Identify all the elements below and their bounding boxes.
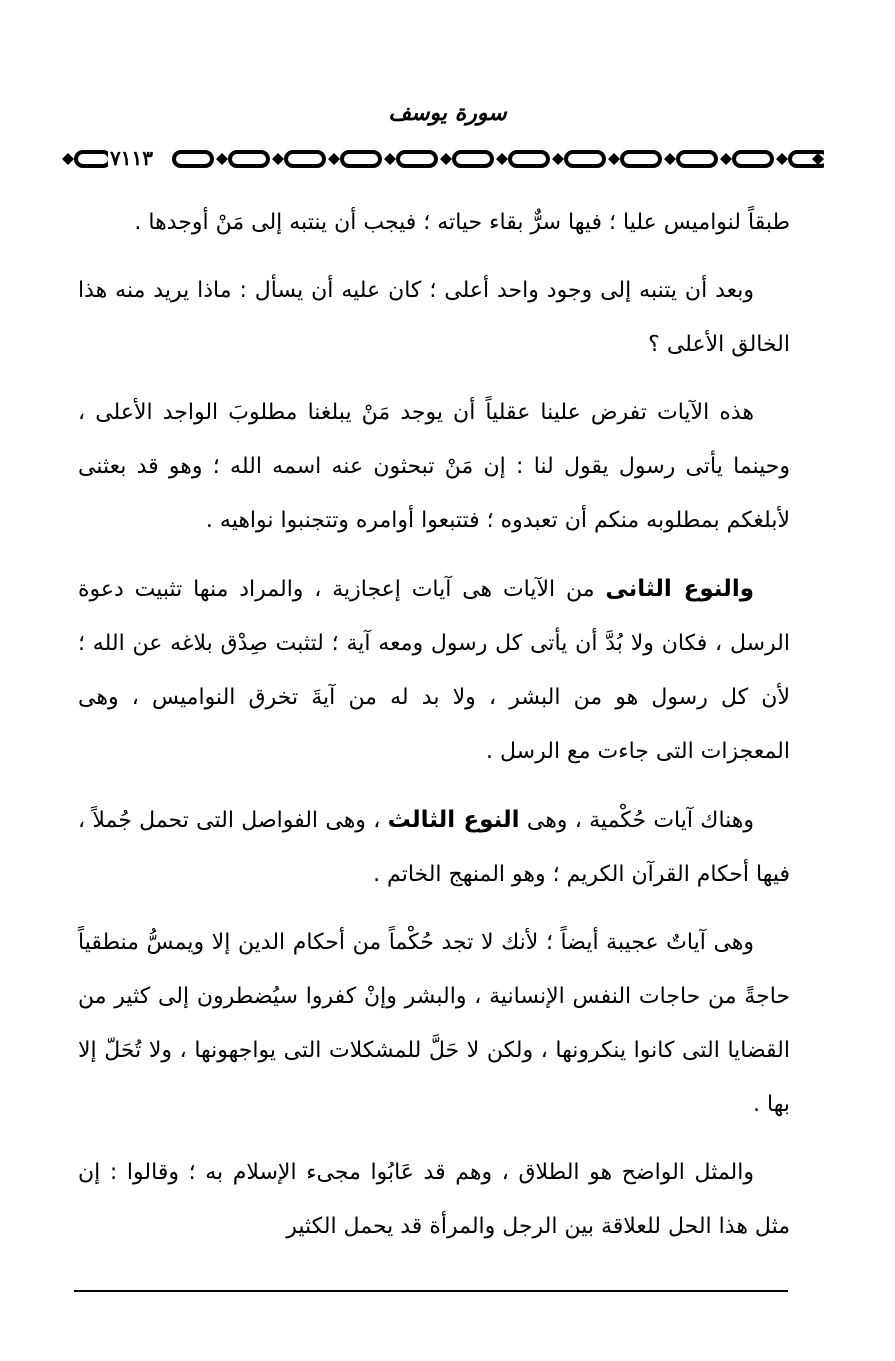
paragraph: [78, 562, 790, 779]
ornament-band: [62, 146, 824, 172]
ornament-link: [398, 152, 436, 166]
ornament-link: [510, 152, 548, 166]
body-text: [78, 196, 790, 1268]
paragraph-text: وهى آياتٌ عجيبة أيضاً ؛ لأنك لا تجد حُكْماً من أحكام الدين إلا ويمسُّ منطقياً حاجةً من حاجات النفس الإنسانية ، والبشر وإنْ كفروا سيُضطرون إلى كثير من القضايا التى كانوا ينكرونها ، ولكن لا حَلَّ للمشكلات التى يواجهونها ، ولا تُحَلّ إلا بها .: [78, 930, 790, 1117]
ornament-diamond: [720, 153, 732, 165]
ornament-link: [342, 152, 380, 166]
ornament-diamond: [62, 153, 74, 165]
ornament-link: [454, 152, 492, 166]
paragraph: [78, 793, 790, 902]
paragraph-text: وهناك آيات حُكْمية ، وهى: [519, 808, 755, 833]
bold-term: والنوع الثانى: [605, 576, 754, 602]
ornament-link: [678, 152, 716, 166]
ornament-diamond: [328, 153, 340, 165]
ornament-diamond: [384, 153, 396, 165]
ornament-link: [566, 152, 604, 166]
ornament-diamond: [812, 153, 824, 165]
ornament-diamond: [552, 153, 564, 165]
paragraph-text: طبقاً لنواميس عليا ؛ فيها سرٌّ بقاء حياته ؛ فيجب أن ينتبه إلى مَنْ أوجدها .: [134, 210, 790, 235]
paragraph-text: هذه الآيات تفرض علينا عقلياً أن يوجد مَنْ يبلغنا مطلوبَ الواجد الأعلى ، وحينما يأتى رسول يقول لنا : إن مَنْ تبحثون عنه اسمه الله ؛ وهو قد بعثنى لأبلغكم بمطلوبه منكم أن تعبدوه ؛ فتتبعوا أوامره وتتجنبوا نواهيه .: [78, 400, 790, 533]
paragraph-text: من الآيات هى آيات إعجازية ، والمراد منها تثبيت دعوة الرسل ، فكان ولا بُدَّ أن يأتى كل رسول ومعه آية ؛ لتثبت صِدْق بلاغه عن الله ؛ لأن كل رسول هو من البشر ، ولا بد له من آيةَ تخرق النواميس ، وهى المعجزات التى جاءت مع الرسل .: [78, 577, 790, 764]
footer-rule: [74, 1290, 788, 1292]
ornament-diamond: [664, 153, 676, 165]
paragraph: [78, 916, 790, 1132]
ornament-link: [734, 152, 772, 166]
ornament-link: [230, 152, 268, 166]
ornament-diamond: [496, 153, 508, 165]
ornament-link: [286, 152, 324, 166]
ornament-diamond: [776, 153, 788, 165]
surah-title: سورة يوسف: [388, 100, 507, 126]
ornament-diamond: [608, 153, 620, 165]
paragraph-text: والمثل الواضح هو الطلاق ، وهم قد عَابُوا مجىء الإسلام به ؛ وقالوا : إن مثل هذا الحل للعلاقة بين الرجل والمرأة قد يحمل الكثير: [78, 1160, 790, 1239]
paragraph: [78, 196, 790, 250]
paragraph: [78, 1146, 790, 1254]
ornament-diamond: [216, 153, 228, 165]
ornament-link: [76, 152, 110, 166]
ornament-diamond: [440, 153, 452, 165]
ornament-link: [174, 152, 212, 166]
paragraph: [78, 386, 790, 548]
paragraph-text: ، وهى الفواصل التى تحمل جُملاً ، فيها أحكام القرآن الكريم ؛ وهو المنهج الخاتم .: [78, 808, 790, 887]
ornament-link: [622, 152, 660, 166]
page-number: ٧١١٣: [110, 146, 153, 170]
bold-term: النوع الثالث: [387, 807, 520, 833]
ornament-diamond: [272, 153, 284, 165]
paragraph-text: وبعد أن يتنبه إلى وجود واحد أعلى ؛ كان عليه أن يسأل : ماذا يريد منه هذا الخالق الأعلى ؟: [78, 278, 790, 357]
paragraph: [78, 264, 790, 372]
